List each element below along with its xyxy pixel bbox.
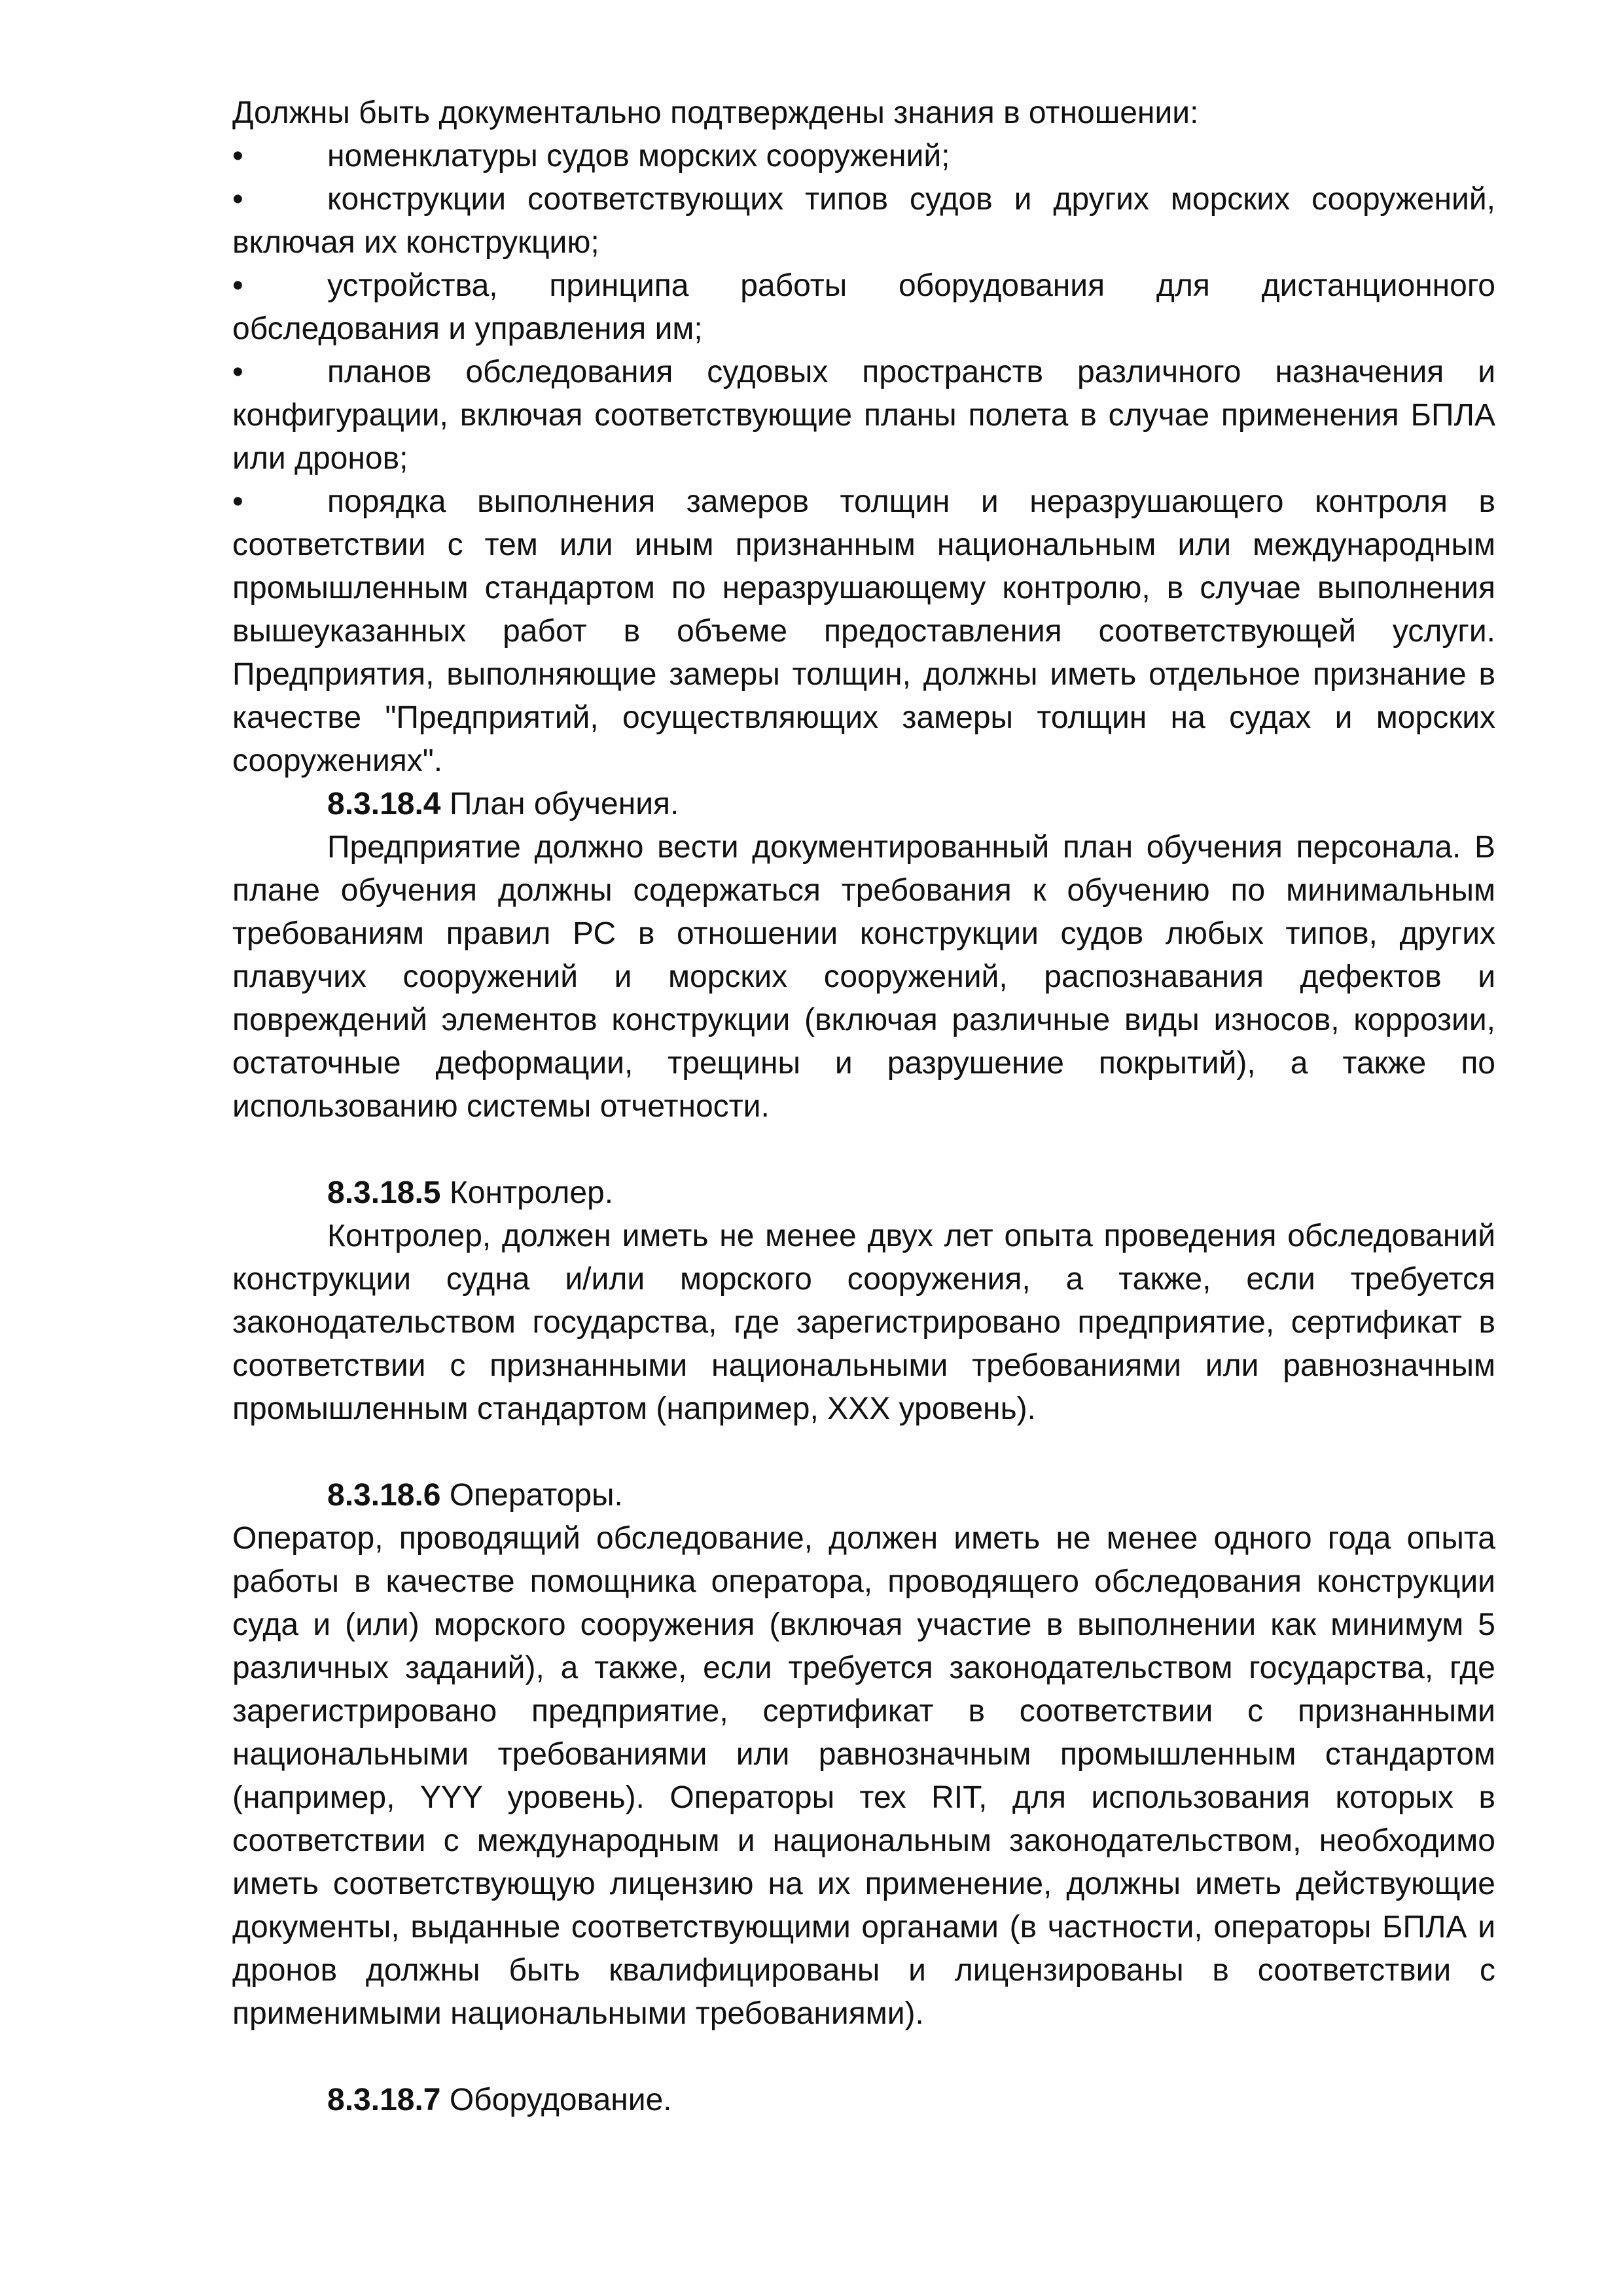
- bullet-icon: •: [232, 268, 243, 303]
- section-heading: [232, 783, 1495, 826]
- list-item: • планов обследования судовых пространств различного назначения и конфигурации, включая соответствующие планы полета в случае применения БПЛА или дронов;: [232, 351, 1495, 480]
- document-page: [232, 92, 1495, 2122]
- spacer: [232, 2036, 1495, 2079]
- list-item: • устройства, принципа работы оборудования для дистанционного обследования и управления им;: [232, 264, 1495, 351]
- section-title: Оборудование.: [449, 2083, 672, 2117]
- list-item: • номенклатуры судов морских сооружений;: [232, 135, 1495, 178]
- section-number: 8.3.18.4: [327, 787, 441, 821]
- intro-paragraph: Должны быть документально подтверждены знания в отношении:: [232, 96, 1199, 130]
- bullet-icon: •: [232, 484, 243, 519]
- section-heading: [232, 1172, 1495, 1215]
- list-item: • конструкции соответствующих типов судов и других морских сооружений, включая их конструкцию;: [232, 178, 1495, 264]
- section-title: Контролер.: [449, 1175, 614, 1210]
- section-heading: [232, 2079, 1495, 2122]
- section-body: Предприятие должно вести документированный план обучения персонала. В плане обучения должны содержаться требования к обучению по минимальным требованиям правил РС в отношении конструкции судов любых типов, других плавучих сооружений и морских сооружений, распознавания дефектов и повреждений элементов конструкции (включая различные виды износов, коррозии, остаточные деформации, трещины и разрушение покрытий), а также по использованию системы отчетности.: [232, 830, 1495, 1124]
- section-number: 8.3.18.6: [327, 1478, 441, 1513]
- section-body: Оператор, проводящий обследование, должен иметь не менее одного года опыта работы в качестве помощника оператора, проводящего обследования конструкции суда и (или) морского сооружения (включая участие в выполнении как минимум 5 различных заданий), а также, если требуется законодательством государства, где зарегистрировано предприятие, сертификат в соответствии с признанными национальными требованиями или равнозначным промышленным стандартом (например, YYY уровень). Операторы тех RIT, для использования которых в соответствии с международным и национальным законодательством, необходимо иметь соответствующую лицензию на их применение, должны иметь действующие документы, выданные соответствующими органами (в частности, операторы БПЛА и дронов должны быть квалифицированы и лицензированы в соответствии с применимыми национальными требованиями).: [232, 1521, 1495, 2031]
- section-title: Операторы.: [449, 1478, 623, 1513]
- section-number: 8.3.18.5: [327, 1175, 441, 1210]
- section-title: План обучения.: [449, 787, 679, 821]
- bullet-icon: •: [232, 355, 243, 389]
- list-item: • порядка выполнения замеров толщин и неразрушающего контроля в соответствии с тем или иным признанным национальным или международным промышленным стандартом по неразрушающему контролю, в случае выполнения вышеуказанных работ в объеме предоставления соответствующей услуги. Предприятия, выполняющие замеры толщин, должны иметь отдельное признание в качестве "Предприятий, осуществляющих замеры толщин на судах и морских сооружениях".: [232, 480, 1495, 783]
- bullet-icon: •: [232, 139, 243, 173]
- section-number: 8.3.18.7: [327, 2083, 441, 2117]
- spacer: [232, 1128, 1495, 1172]
- section-heading: [232, 1474, 1495, 1517]
- spacer: [232, 1431, 1495, 1474]
- bullet-icon: •: [232, 182, 243, 217]
- section-body: Контролер, должен иметь не менее двух лет опыта проведения обследований конструкции судна и/или морского сооружения, а также, если требуется законодательством государства, где зарегистрировано предприятие, сертификат в соответствии с признанными национальными требованиями или равнозначным промышленным стандартом (например, XXX уровень).: [232, 1219, 1495, 1426]
